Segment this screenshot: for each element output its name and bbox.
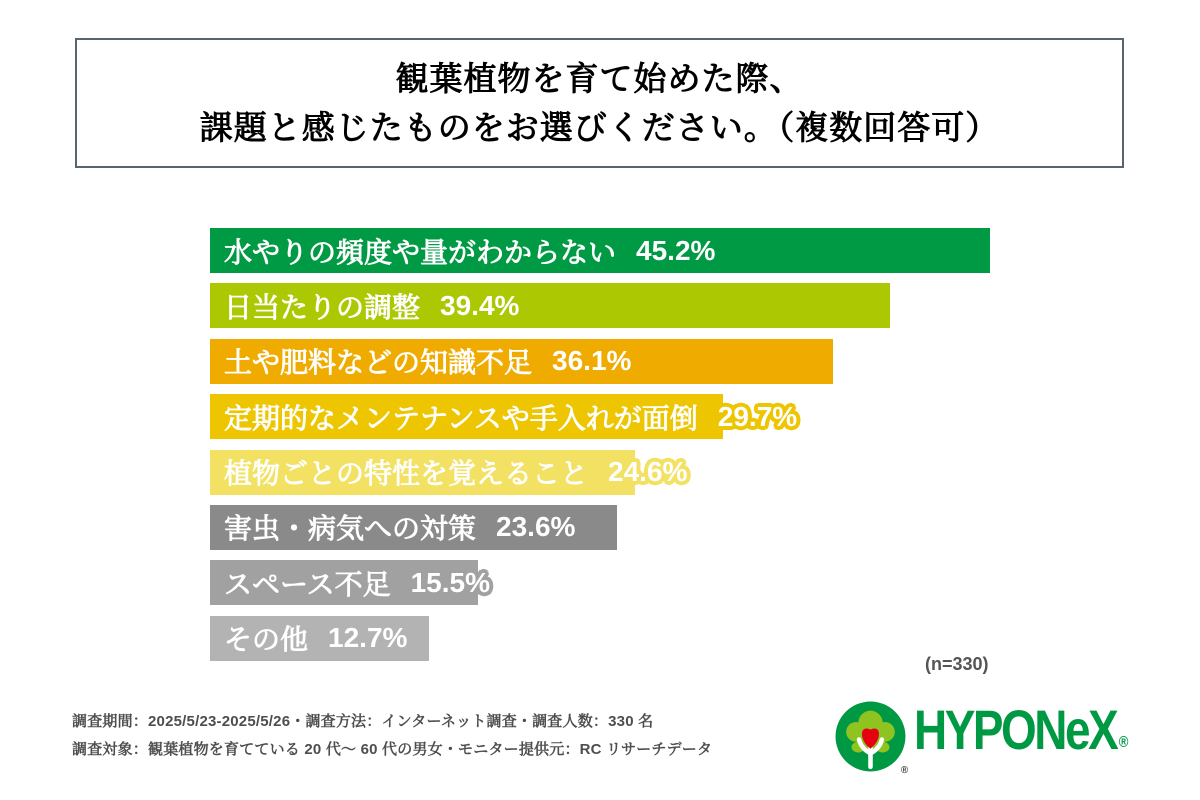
bar-category-label: 植物ごとの特性を覚えること (224, 458, 589, 490)
svg-text:®: ® (900, 764, 909, 776)
bar-row-3 (210, 339, 833, 384)
bar-row-5 (210, 450, 688, 495)
hyponex-wordmark: HYPONeX ® (914, 698, 1129, 761)
bar-category-label: 日当たりの調整 (224, 291, 421, 323)
bar-value-label: 23.6% (496, 511, 576, 543)
bar-category-label: スペース不足 (224, 568, 391, 600)
bar-value-label: 29.7% (717, 400, 798, 432)
bar-row-1 (210, 228, 990, 273)
bar-category-label: 害虫・病気への対策 (224, 513, 477, 545)
hyponex-logo (834, 692, 1172, 783)
bar-value-label: 36.1% (552, 345, 632, 377)
bar-category-label: その他 (224, 624, 309, 656)
bar-category-label: 土や肥料などの知識不足 (224, 347, 533, 379)
survey-note-line2: 調査対象：観葉植物を育てている 20 代〜 60 代の男女・モニター提供元：RC リサーチデータ (72, 741, 713, 758)
bar-category-label: 定期的なメンテナンスや手入れが面倒 (224, 402, 698, 434)
bar-value-label: 12.7% (328, 622, 408, 654)
bar-row-8 (210, 616, 429, 661)
title-box (75, 38, 1124, 168)
bar-chart (210, 228, 1150, 671)
bar-value-label: 24.6% (608, 456, 688, 488)
bar-value-label: 45.2% (636, 234, 716, 266)
hyponex-tree-icon (834, 700, 910, 776)
bar-row-7 (210, 560, 491, 605)
bar-row-4 (210, 394, 798, 439)
bar-category-label: 水やりの頻度や量がわからない (224, 236, 617, 268)
page-title-line1: 観葉植物を育て始めた際、 (395, 60, 804, 97)
page-title-line2: 課題と感じたものをお選びください。（複数回答可） (199, 109, 1000, 146)
survey-note-line1: 調査期間：2025/5/23-2025/5/26・調査方法：インターネット調査・調査人数：330 名 (72, 713, 654, 730)
bar-row-2 (210, 283, 890, 328)
sample-size-label: (n=330) (925, 654, 989, 674)
registered-mark: ® (1118, 734, 1129, 751)
bar-value-label: 15.5% (410, 566, 491, 598)
bar-row-6 (210, 505, 617, 550)
bar-value-label: 39.4% (440, 289, 520, 321)
survey-notes (72, 708, 712, 764)
